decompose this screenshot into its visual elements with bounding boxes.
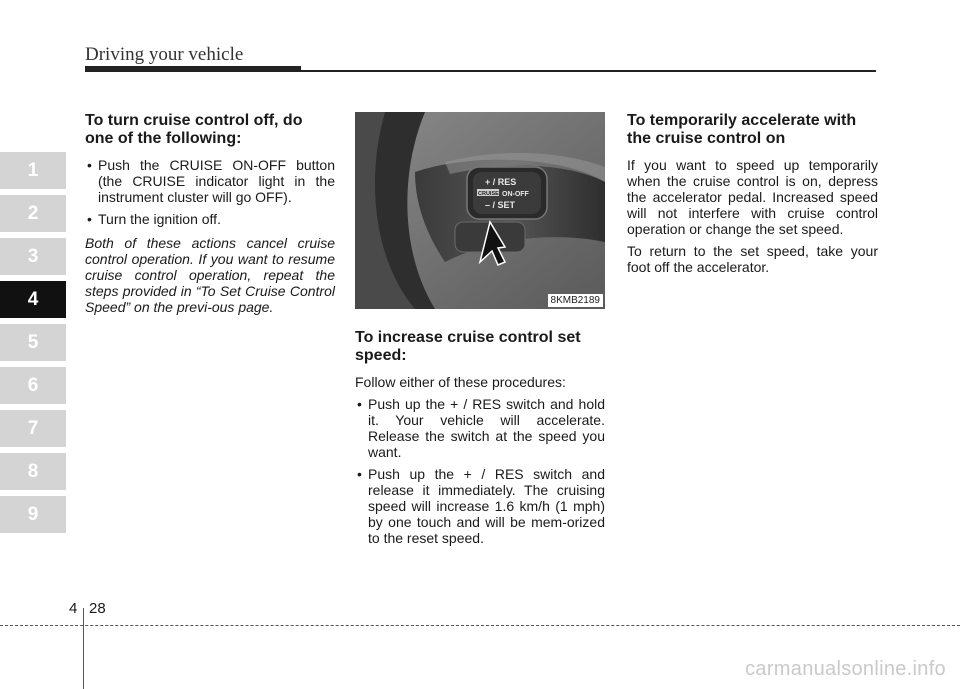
return-paragraph: To return to the set speed, take your foot off the accelerator. <box>627 243 878 275</box>
list-item: • Push up the + / RES switch and release it immediately. The cruising speed will increase 1.6 km/h (1 mph) by one touch and will be mem-orized to the reset speed. <box>355 466 605 546</box>
procedures-intro: Follow either of these procedures: <box>355 374 566 390</box>
watermark-text: carmanualsonline.info <box>745 658 946 680</box>
res-switch-label: + / RES <box>485 177 517 187</box>
column-increase-speed <box>355 112 605 554</box>
set-switch-label: – / SET <box>485 200 516 210</box>
footer-page-number: 28 <box>89 600 106 617</box>
footer-divider <box>83 608 84 689</box>
chapter-tab-7[interactable]: 7 <box>0 410 66 447</box>
chapter-tab-8[interactable]: 8 <box>0 453 66 490</box>
cancel-note: Both of these actions cancel cruise control operation. If you want to resume cruise control operation, repeat the steps provided in “To Set Cruise Control Speed” on the previ-ous page. <box>85 235 335 315</box>
list-item: • Turn the ignition off. <box>85 211 335 227</box>
column-turn-off <box>85 112 335 321</box>
chapter-tab-2[interactable]: 2 <box>0 195 66 232</box>
increase-list <box>355 396 605 546</box>
list-item: • Push up the + / RES switch and hold it. Your vehicle will accelerate. Release the switch at the speed you want. <box>355 396 605 460</box>
footer-chapter-number: 4 <box>69 600 78 617</box>
chapter-tab-1[interactable]: 1 <box>0 152 66 189</box>
cruise-switch-label: CRUISE <box>478 191 499 197</box>
chapter-tab-9[interactable]: 9 <box>0 496 66 533</box>
chapter-tab-3[interactable]: 3 <box>0 238 66 275</box>
footer-rule <box>0 625 960 626</box>
column-temporary-accelerate <box>627 112 878 281</box>
steering-switch-photo <box>355 112 605 309</box>
chapter-tab-5[interactable]: 5 <box>0 324 66 361</box>
chapter-tabs <box>0 152 66 539</box>
chapter-tab-4[interactable]: 4 <box>0 281 66 318</box>
steering-wheel-illustration <box>355 112 605 309</box>
page-header-title: Driving your vehicle <box>85 44 244 65</box>
onoff-switch-label: ON-OFF <box>502 191 529 198</box>
header-bar <box>85 66 301 72</box>
list-item: • Push the CRUISE ON-OFF button (the CRUISE indicator light in the instrument cluster will go OFF). <box>85 157 335 205</box>
photo-code-label: 8KMB2189 <box>548 294 603 307</box>
turn-off-list <box>85 157 335 227</box>
chapter-tab-6[interactable]: 6 <box>0 367 66 404</box>
section-heading-accelerate: To temporarily accelerate with the cruise control on <box>627 112 857 147</box>
accelerate-paragraph: If you want to speed up temporarily when the cruise control is on, depress the accelerator pedal. Increased speed will not interfere with cruise control operation or change the set speed. <box>627 157 878 237</box>
section-heading-turn-off: To turn cruise control off, do one of the following: <box>85 112 303 147</box>
header-rule <box>301 70 876 72</box>
section-heading-increase: To increase cruise control set speed: <box>355 329 581 364</box>
